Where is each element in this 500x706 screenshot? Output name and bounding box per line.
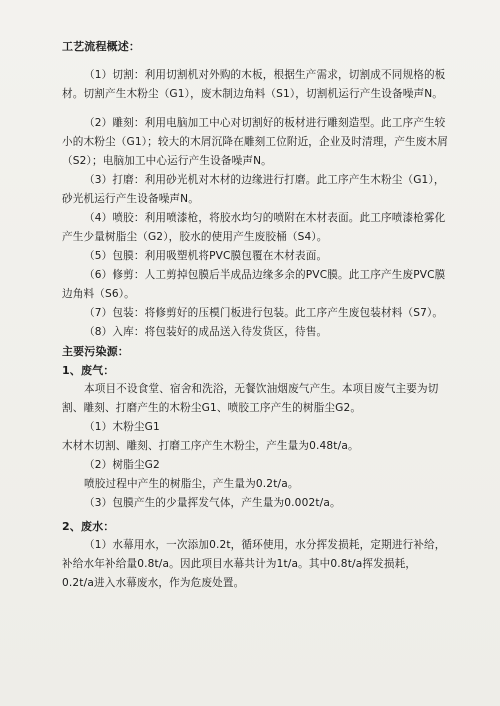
waste-gas-item-1-text: 木材木切割、雕刻、打磨工序产生木粉尘，产生量为0.48t/a。: [62, 440, 359, 452]
process-item-warehousing: （8）入库：将包装好的成品送入待发货区，待售。: [84, 326, 328, 338]
waste-gas-item-2-text: 喷胶过程中产生的树脂尘，产生量为0.2t/a。: [84, 478, 299, 490]
waste-gas-intro: 本项目不设食堂、宿舍和洗浴，无餐饮油烟废气产生。本项目废气主要为切割、雕刻、打磨产生的木粉尘G1、喷胶工序产生的树脂尘G2。: [62, 383, 439, 414]
process-overview-heading: 工艺流程概述：: [62, 40, 141, 53]
process-item-packaging: （7）包装：将修剪好的压模门板进行包装。此工序产生废包装材料（S7）。: [84, 307, 444, 319]
waste-gas-item-3-text: （3）包膜产生的少量挥发气体，产生量为0.002t/a。: [84, 497, 341, 509]
process-item-cutting: （1）切割：利用切割机对外购的木板，根据生产需求，切割成不同规格的板材。切割产生木粉尘（G1），废木制边角料（S1），切割机运行产生设备噪声N。: [62, 69, 446, 100]
process-item-glue-spraying: （4）喷胶：利用喷漆枪，将胶水均匀的喷附在木材表面。此工序喷漆枪雾化产生少量树脂尘（G2），胶水的使用产生废胶桶（S4）。: [62, 212, 446, 243]
process-item-sanding: （3）打磨：利用砂光机对木材的边缘进行打磨。此工序产生木粉尘（G1），砂光机运行产生设备噪声N。: [62, 174, 445, 205]
process-item-trimming: （6）修剪：人工剪掉包膜后半成品边缘多余的PVC膜。此工序产生废PVC膜边角料（S6）。: [62, 269, 446, 300]
process-item-film-wrapping: （5）包膜：利用吸塑机将PVC膜包覆在木材表面。: [84, 250, 328, 262]
waste-water-text: （1）水幕用水，一次添加0.2t，循环使用，水分挥发损耗，定期进行补给，补给水年补给量0.8t/a。因此项目水幕共计为1t/a。其中0.8t/a挥发损耗，0.2t/a进入水幕废水，作为危废处置。: [62, 539, 446, 589]
document-body: [62, 37, 448, 593]
waste-gas-item-1-title: （1）木粉尘G1: [84, 421, 160, 433]
waste-gas-item-2-title: （2）树脂尘G2: [84, 459, 160, 471]
process-item-carving: （2）雕刻：利用电脑加工中心对切割好的板材进行雕刻造型。此工序产生较小的木粉尘（G1）；较大的木屑沉降在雕刻工位附近，企业及时清理，产生废木屑（S2）；电脑加工中心运行产生设备噪声N。: [62, 117, 448, 167]
waste-gas-heading: 1、废气：: [62, 364, 115, 377]
pollution-sources-heading: 主要污染源：: [62, 345, 129, 358]
waste-water-heading: 2、废水：: [62, 520, 115, 533]
